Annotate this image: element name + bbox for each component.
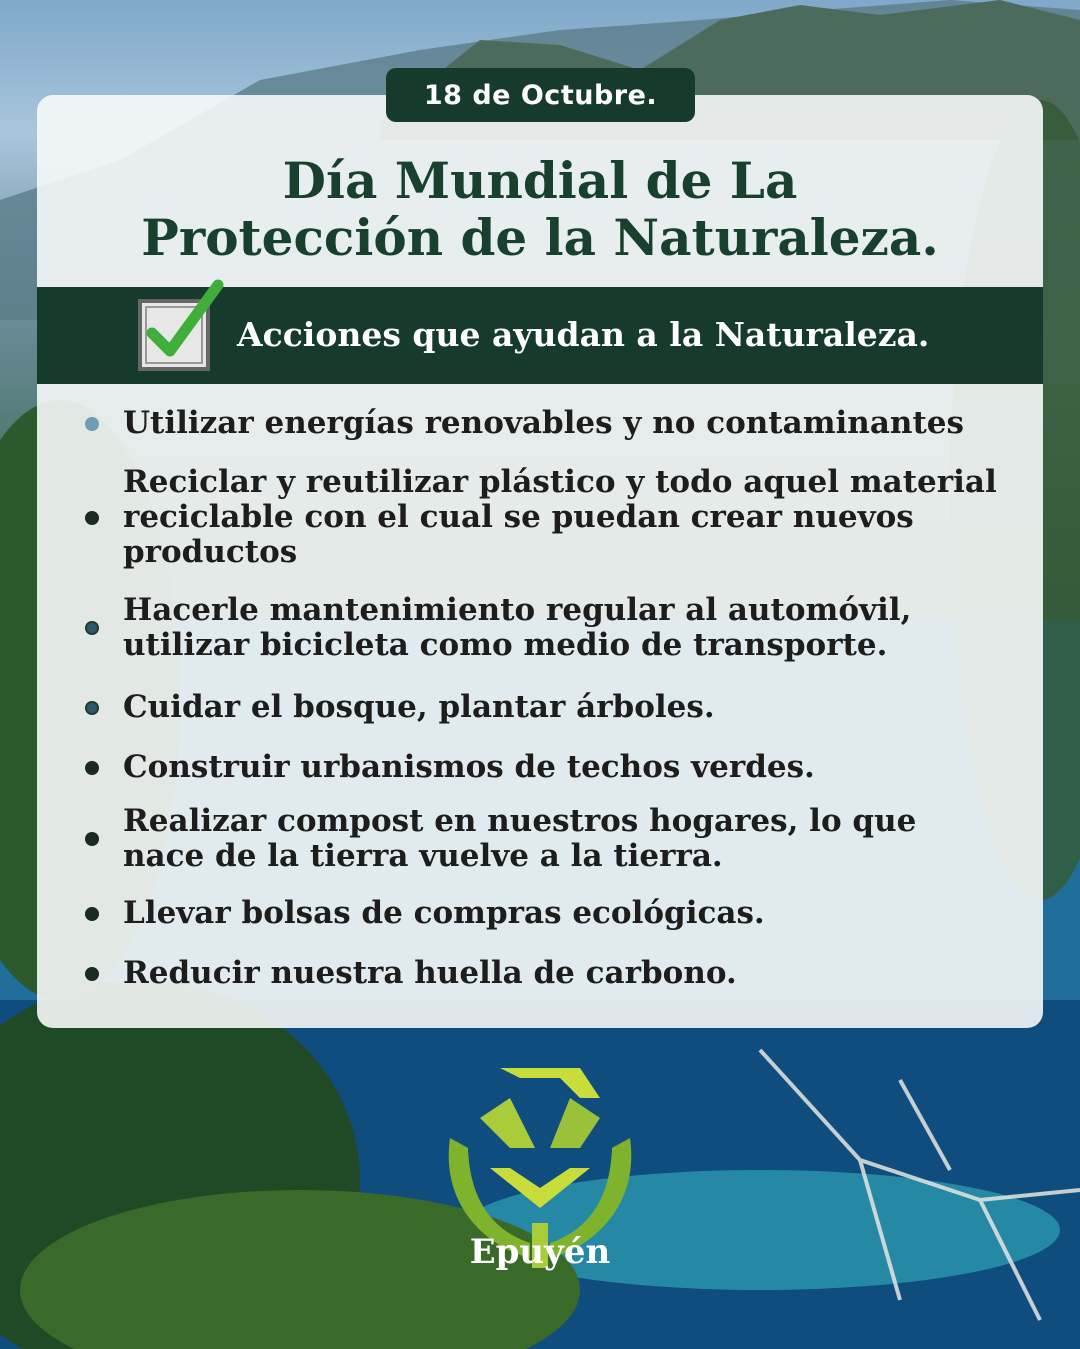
brand-name: Epuyén — [469, 1232, 611, 1272]
list-item — [85, 956, 737, 991]
title-line-1: Día Mundial de La — [282, 151, 798, 210]
list-item — [85, 750, 815, 785]
list-item-text: Cuidar el bosque, plantar árboles. — [123, 689, 715, 725]
date-badge: 18 de Octubre. — [386, 68, 695, 122]
list-item — [85, 690, 715, 725]
recycle-hands-icon — [440, 1058, 640, 1318]
list-item — [85, 804, 916, 874]
checkbox-checked-icon — [132, 279, 232, 379]
bullet-icon — [85, 967, 99, 981]
list-item-text: Construir urbanismos de techos verdes. — [123, 749, 815, 785]
list-item — [85, 465, 997, 570]
bullet-icon — [85, 621, 99, 635]
section-heading: Acciones que ayudan a la Naturaleza. — [237, 315, 930, 354]
bullet-icon — [85, 511, 99, 525]
list-item — [85, 406, 964, 441]
bullet-icon — [85, 761, 99, 775]
bullet-icon — [85, 701, 99, 715]
section-banner — [37, 287, 1043, 384]
list-item-text: Reciclar y reutilizar plástico y todo aquel material reciclable con el cual se puedan crear nuevos productos — [123, 464, 997, 570]
bullet-icon — [85, 417, 99, 431]
list-item-text: Llevar bolsas de compras ecológicas. — [123, 895, 765, 931]
bullet-icon — [85, 907, 99, 921]
list-item-text: Reducir nuestra huella de carbono. — [123, 955, 737, 991]
list-item — [85, 593, 911, 663]
bullet-icon — [85, 832, 99, 846]
list-item-text: Utilizar energías renovables y no contaminantes — [123, 405, 964, 441]
title-line-2: Protección de la Naturaleza. — [141, 208, 939, 267]
list-item — [85, 896, 765, 931]
list-item-text: Hacerle mantenimiento regular al automóvil, utilizar bicicleta como medio de transporte. — [123, 592, 912, 663]
page-title — [40, 152, 1040, 266]
list-item-text: Realizar compost en nuestros hogares, lo que nace de la tierra vuelve a la tierra. — [123, 803, 917, 874]
